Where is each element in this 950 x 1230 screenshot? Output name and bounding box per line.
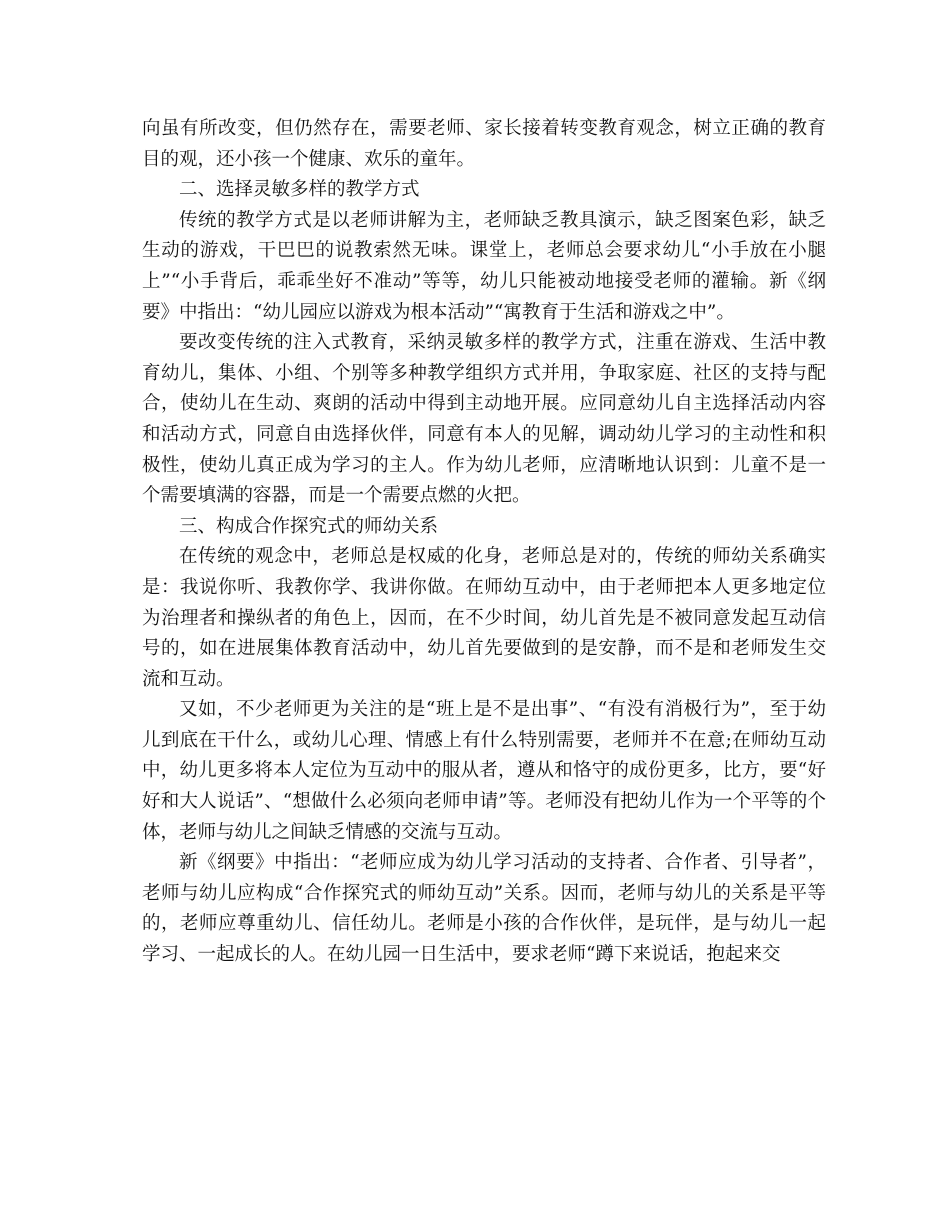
paragraph-traditional-teaching: 传统的教学方式是以老师讲解为主，老师缺乏教具演示，缺乏图案色彩，缺乏生动的游戏，干巴巴的说教索然无味。课堂上，老师总会要求幼儿“小手放在小腿上”“小手背后，乖乖坐好不准动”等等，幼儿只能被动地接受老师的灌输。新《纲要》中指出：“幼儿园应以游戏为根本活动”“寓教育于生活和游戏之中”。 (142, 209, 826, 323)
section-heading-teaching-methods: 二、选择灵敏多样的教学方式 (179, 179, 420, 201)
document-page (142, 114, 826, 971)
paragraph-change-teaching: 要改变传统的注入式教育，采纳灵敏多样的教学方式，注重在游戏、生活中教育幼儿，集体、小组、个别等多种教学组织方式并用，争取家庭、社区的支持与配合，使幼儿在生动、爽朗的活动中得到主动地开展。应同意幼儿自主选择活动内容和活动方式，同意自由选择伙伴，同意有本人的见解，调动幼儿学习的主动性和积极性，使幼儿真正成为学习的主人。作为幼儿老师，应清晰地认识到：儿童不是一个需要填满的容器，而是一个需要点燃的火把。 (142, 332, 826, 507)
paragraph-traditional-relationship: 在传统的观念中，老师总是权威的化身，老师总是对的，传统的师幼关系确实是：我说你听、我教你学、我讲你做。在师幼互动中，由于老师把本人更多地定位为治理者和操纵者的角色上，因而，在不少时间，幼儿首先是不被同意发起互动信号的，如在进展集体教育活动中，幼儿首先要做到的是安静，而不是和老师发生交流和互动。 (142, 546, 826, 690)
paragraph-example: 又如，不少老师更为关注的是“班上是不是出事”、“有没有消极行为”，至于幼儿到底在干什么，或幼儿心理、情感上有什么特别需要，老师并不在意;在师幼互动中，幼儿更多将本人定位为互动中的服从者，遵从和恪守的成份更多，比方，要“好好和大人说话”、“想做什么必须向老师申请”等。老师没有把幼儿作为一个平等的个体，老师与幼儿之间缺乏情感的交流与互动。 (142, 699, 826, 843)
section-heading-teacher-child-relationship: 三、构成合作探究式的师幼关系 (179, 515, 439, 537)
paragraph-continuation: 向虽有所改变，但仍然存在，需要老师、家长接着转变教育观念，树立正确的教育目的观，还小孩一个健康、欢乐的童年。 (142, 118, 826, 170)
paragraph-new-outline: 新《纲要》中指出：“老师应成为幼儿学习活动的支持者、合作者、引导者”，老师与幼儿应构成“合作探究式的师幼互动”关系。因而，老师与幼儿的关系是平等的，老师应尊重幼儿、信任幼儿。老师是小孩的合作伙伴，是玩伴，是与幼儿一起学习、一起成长的人。在幼儿园一日生活中，要求老师“蹲下来说话，抱起来交 (142, 852, 826, 966)
